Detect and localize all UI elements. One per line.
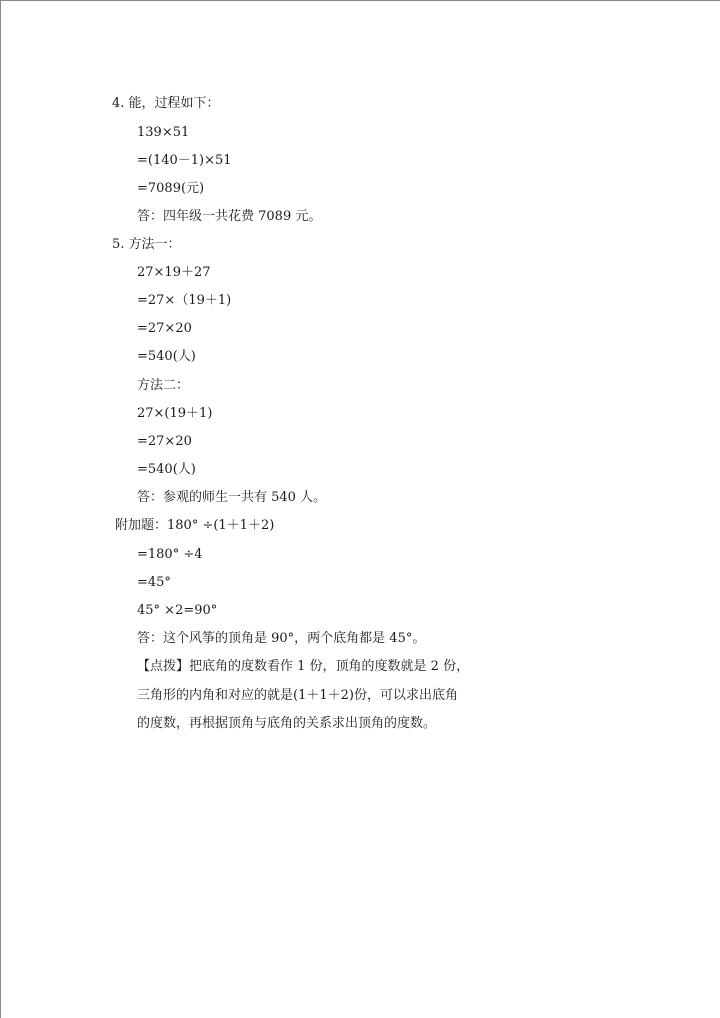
q5-method1-step-2: =27×（19＋1) — [137, 293, 232, 308]
bonus-step-3: 45° ×2=90° — [137, 603, 218, 618]
bonus-tip-line-3: 的度数，再根据顶角与底角的关系求出顶角的度数。 — [137, 716, 437, 731]
q5-answer: 答：参观的师生一共有 540 人。 — [137, 490, 327, 505]
q5-method2-heading: 方法二： — [137, 378, 190, 393]
bonus-tip-line-1: 【点拨】把底角的度数看作 1 份，顶角的度数就是 2 份， — [137, 659, 470, 674]
bonus-heading: 附加题：180° ÷(1＋1＋2) — [115, 518, 275, 533]
q4-step-2: =(140－1)×51 — [137, 153, 232, 168]
q5-method2-step-2: =27×20 — [137, 434, 192, 449]
q5-method2-step-3: =540(人) — [137, 462, 196, 477]
q4-heading: 4. 能，过程如下： — [112, 96, 220, 111]
bonus-tip-line-2: 三角形的内角和对应的就是(1＋1＋2)份，可以求出底角 — [137, 688, 458, 703]
bonus-step-2: =45° — [137, 575, 171, 590]
q5-method1-step-4: =540(人) — [137, 349, 196, 364]
bonus-step-1: =180° ÷4 — [137, 547, 203, 562]
q4-step-1: 139×51 — [137, 125, 190, 140]
q4-step-3: =7089(元) — [137, 181, 205, 196]
q5-method2-step-1: 27×(19＋1) — [137, 406, 213, 421]
q4-answer: 答：四年级一共花费 7089 元。 — [137, 209, 322, 224]
bonus-answer: 答：这个风筝的顶角是 90°，两个底角都是 45°。 — [137, 631, 426, 646]
q5-method1-step-3: =27×20 — [137, 321, 192, 336]
q5-heading: 5. 方法一： — [112, 237, 181, 252]
q5-method1-step-1: 27×19＋27 — [137, 265, 211, 280]
